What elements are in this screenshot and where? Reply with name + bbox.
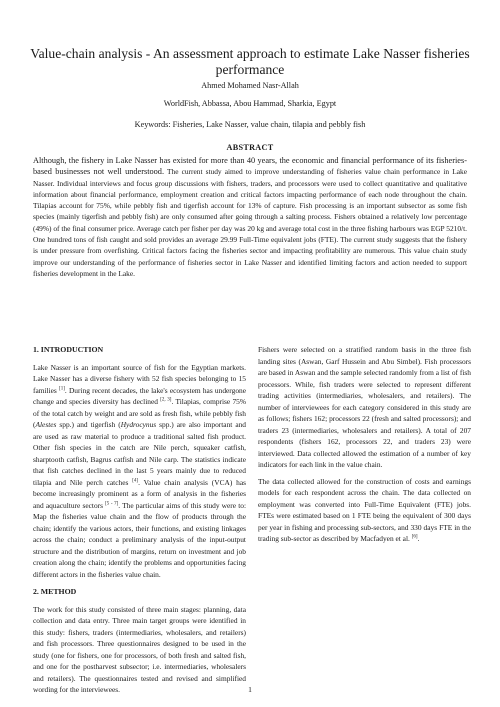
page-number: 1 xyxy=(248,685,252,694)
right-column xyxy=(258,344,471,550)
intro-text-f: . Value chain analysis (VCA) has become increasingly prominent as a form of analysis in the fisheries and aquaculture sectors xyxy=(33,477,246,510)
method-text-3a: The data collected allowed for the construction of costs and earnings models for each respondent across the chain. The data collected on employment was converted into Full-Time Equivalent (FTE) jobs. FTEs were estimated based on 1 FTE being the equivalent of 300 days per year in fishing and processing sub-sectors, and 330 days FTE in the trading sub-sector as described by Macfadyen et al. xyxy=(258,476,471,543)
method-paragraph-1: The work for this study consisted of three main stages: planning, data collection and data entry. Three main target groups were identified in this study: fishers, traders (intermediaries, wholesalers, and retailers) and fish processors. Three questionnaires designed to be used in the study (one for fishers, one for processors, of both fresh and salted fish, and one for the postharvest subsector; i.e. intermediaries, wholesalers and retailers). The questionnaires tested and revised and simplified wording for the interviewees. xyxy=(33,604,246,694)
paper-title: Value-chain analysis - An assessment approach to estimate Lake Nasser fisheries performance xyxy=(30,46,470,77)
abstract-text xyxy=(33,155,467,279)
hydrocynus-species: Hydrocynus xyxy=(120,420,157,429)
intro-text-d: spp.) and tigerfish ( xyxy=(56,420,121,429)
method-paragraph-3 xyxy=(258,476,471,545)
intro-text-c: . Tilapias, comprise 75% of the total catch by weight and are sold as fresh fish, while pebbly fish ( xyxy=(33,397,246,429)
author-name: Ahmed Mohamed Nasr-Allah xyxy=(201,81,299,90)
intro-text-g: . The particular aims of this study were to: Map the fisheries value chain and the flow of products through the chain; identify the various actors, their functions, and existing linkages across the chain; conduct a preliminary analysis of the input-output structure and the distribution of margins, return on investment and job creation along the chain; identify the problems and opportunities facing different actors in the fisheries value chain. xyxy=(33,500,246,579)
abstract-lead: Although, the fishery in Lake Nasser has existed for more than 40 years, the economic and financial performance of its fisheries-based businesses not well understood. xyxy=(33,156,467,177)
intro-text-a: Lake Nasser is an important source of fish for the Egyptian markets. Lake Nasser has a diverse fishery with 52 fish species belonging to 15 families xyxy=(33,362,246,395)
citation-4: [5 - 7] xyxy=(105,501,119,507)
intro-text-e: spp.) are also important and are used as raw material to produce a traditional salted fish product. Other fish species in the catch are Nile perch, squeaker catfish, sharptooth catfish, Bagrus catfish and Nile carp. The statistics indicate that fish catches declined in the last 5 years mainly due to reduced tilapia and Nile perch catches xyxy=(33,420,246,487)
introduction-paragraph xyxy=(33,362,246,581)
author-affiliation: WorldFish, Abbassa, Abou Hammad, Sharkia, Egypt xyxy=(163,99,337,108)
citation-5: [6] xyxy=(411,534,418,540)
intro-text-b: . During recent decades, the lake's ecosystem has undergone change and species diversity has declined xyxy=(33,385,246,406)
abstract-heading: ABSTRACT xyxy=(226,143,274,152)
method-text-3b: . xyxy=(417,534,420,543)
method-heading: 2. METHOD xyxy=(33,587,77,596)
introduction-heading: 1. INTRODUCTION xyxy=(33,345,104,354)
left-column xyxy=(33,344,246,701)
method-paragraph-2: Fishers were selected on a stratified random basis in the three fish landing sites (Aswan, Garf Hussein and Abu Simbel). Fish processors are based in Aswan and the sample selected randomly from a list of fish processors. While, fish traders were selected to represent different trading activities (intermediaries, wholesalers, and retailers). The number of interviewees for each category considered in this study are as follows; fishers 162; processors 22 (fresh and salted processors); and traders 23 (intermediaries, wholesalers and retailers). A total of 207 respondents (fishers 162, processors 22, and traders 23) were interviewed. Data collected allowed the estimation of a number of key indicators for each link in the value chain. xyxy=(258,345,471,469)
citation-2: [2, 3] xyxy=(160,397,172,403)
citation-3: [4] xyxy=(132,478,139,484)
citation-1: [1] xyxy=(59,386,65,392)
keywords-line: Keywords: Fisheries, Lake Nasser, value chain, tilapia and pebbly fish xyxy=(134,120,366,129)
alestes-species: Alestes xyxy=(35,420,57,429)
abstract-body: The current study aimed to improve understanding of fisheries value chain performance in Lake Nasser. Individual interviews and focus group discussions with fishers, traders, and processors were used to collect quantitative and qualitative information about financial performance, employment creation and critical factors impacting performance of each node throughout the chain. Tilapias account for 75%, while pebbly fish and tigerfish account for 13% of capture. Fish processing is an important subsector as some fish species (mainly tigerfish and pebbly fish) are only consumed after going through a salting process. Fishers obtained a relatively low percentage (49%) of the final consumer price. Average catch per fisher per day was 20 kg and average total cost in the three fishing harbours was EGP 5210/t. One hundred tons of fish caught and sold provides an average 29.99 Full-Time equivalent jobs (FTE). The current study suggests that the fishery is under pressure from overfishing. Critical factors facing the fisheries sector and impacting profitability are numerous. This value chain study improve our understanding of the performance of fisheries sector in Lake Nasser and identified limiting factors and action needed to support fisheries development in the Lake. xyxy=(33,167,467,278)
